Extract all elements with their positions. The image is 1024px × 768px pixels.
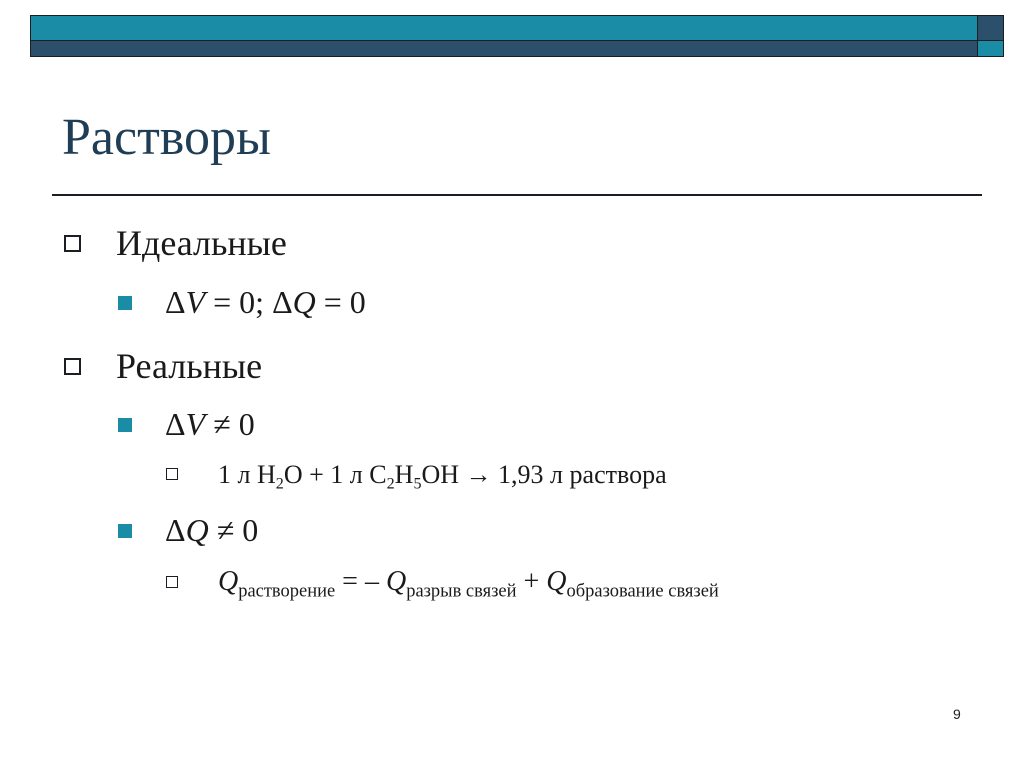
delta-symbol: Δ bbox=[165, 406, 186, 442]
banner-square bbox=[977, 15, 1004, 57]
filled-square-bullet-icon bbox=[118, 296, 132, 310]
equation-part: ≠ 0 bbox=[205, 406, 255, 442]
equation-part: = 0; bbox=[205, 284, 273, 320]
equation-part: = 0 bbox=[315, 284, 366, 320]
banner-square-bottom bbox=[978, 40, 1003, 56]
heat-symbol: Q bbox=[385, 566, 407, 597]
slide-title: Растворы bbox=[62, 109, 271, 166]
heat-symbol: Q bbox=[546, 566, 567, 597]
hollow-square-bullet-icon bbox=[166, 468, 178, 480]
banner-stripe-top bbox=[31, 16, 977, 41]
subscript: 2 bbox=[386, 475, 395, 493]
bullet-ideal-label: Идеальные bbox=[116, 223, 287, 263]
heat-symbol: Q bbox=[292, 284, 316, 320]
filled-square-bullet-icon bbox=[118, 418, 132, 432]
equation-part: OH → 1,93 л раствора bbox=[421, 460, 667, 489]
title-divider bbox=[52, 194, 982, 196]
volume-symbol: V bbox=[185, 406, 206, 442]
equation-part: = – bbox=[335, 566, 386, 597]
equation-part: O + 1 л C bbox=[283, 460, 387, 489]
subscript: образование связей bbox=[566, 580, 719, 601]
real-heat-equation bbox=[165, 512, 258, 549]
banner-stripe-bottom bbox=[31, 40, 977, 56]
heat-symbol: Q bbox=[185, 512, 209, 548]
equation-part: ≠ 0 bbox=[208, 512, 259, 548]
delta-symbol: Δ bbox=[165, 512, 186, 548]
hollow-square-bullet-icon bbox=[166, 576, 178, 588]
filled-square-bullet-icon bbox=[118, 524, 132, 538]
equation-part: + bbox=[516, 566, 547, 597]
heat-balance-equation bbox=[218, 566, 719, 601]
banner-bar bbox=[30, 15, 978, 57]
real-volume-equation bbox=[165, 406, 255, 443]
volume-symbol: V bbox=[185, 284, 206, 320]
delta-symbol: Δ bbox=[272, 284, 293, 320]
delta-symbol: Δ bbox=[165, 284, 186, 320]
mixing-equation bbox=[218, 460, 667, 493]
page-number: 9 bbox=[953, 706, 961, 722]
heat-symbol: Q bbox=[218, 566, 239, 597]
hollow-square-bullet-icon bbox=[64, 235, 81, 252]
ideal-equation bbox=[165, 284, 366, 321]
subscript: 2 bbox=[275, 475, 284, 493]
subscript: разрыв связей bbox=[406, 580, 517, 601]
subscript: растворение bbox=[238, 580, 336, 601]
equation-part: H bbox=[394, 460, 414, 489]
bullet-real-label: Реальные bbox=[116, 346, 263, 386]
equation-part: 1 л H bbox=[218, 460, 276, 489]
subscript: 5 bbox=[413, 475, 422, 493]
hollow-square-bullet-icon bbox=[64, 358, 81, 375]
